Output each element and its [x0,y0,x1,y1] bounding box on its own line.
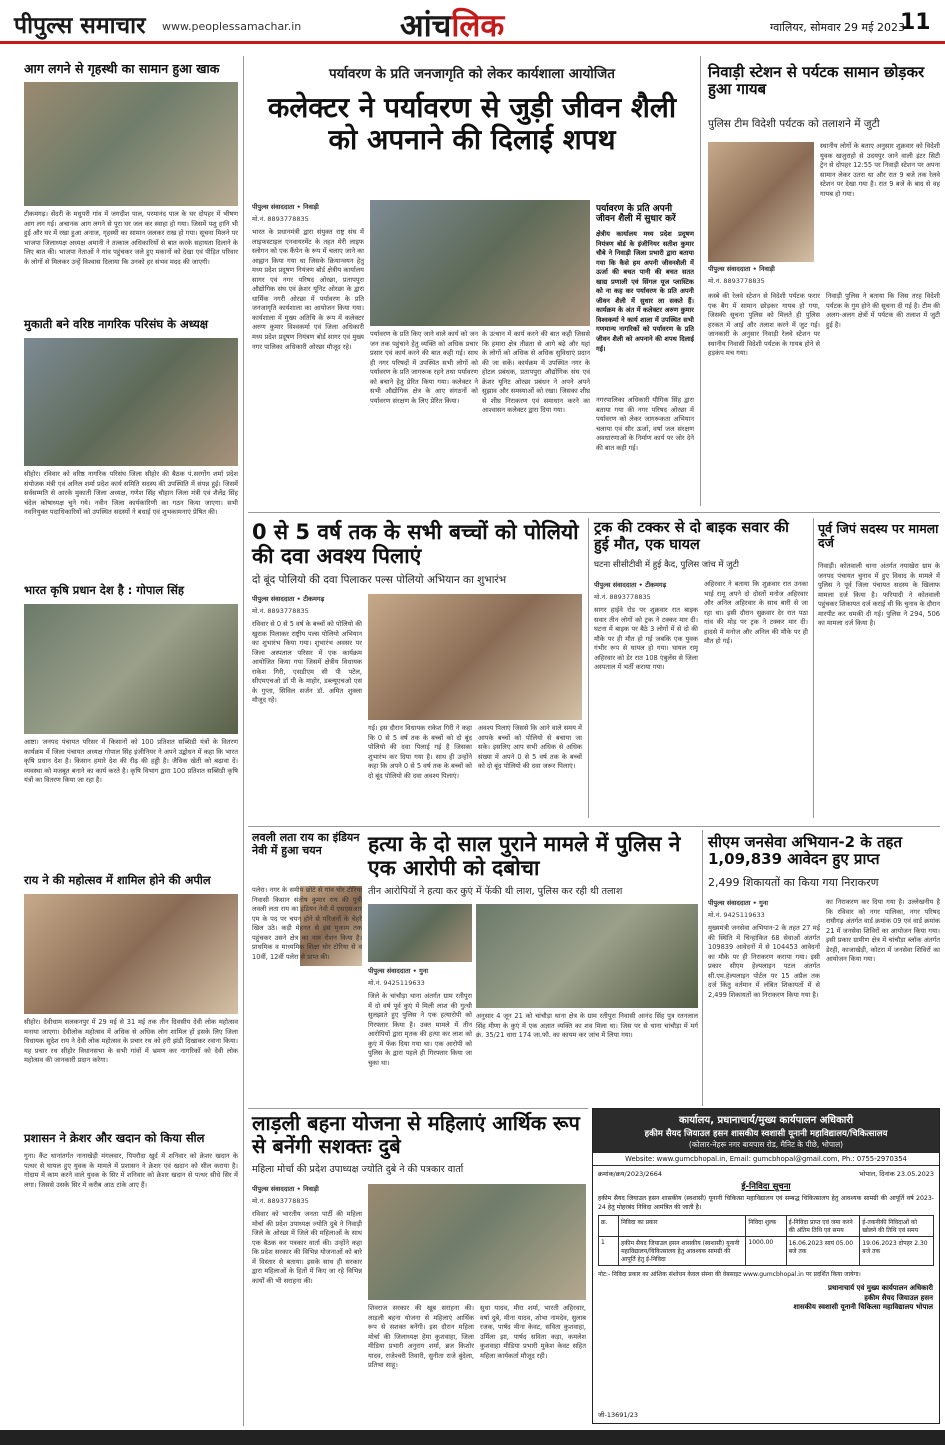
article-environment-body-1: भारत के प्रधानमंत्री द्वारा संयुक्त राष्ट्र संघ में लाइफस्टाइल एनवायरमेंट के तहत मेरी लाइफ स्लोगन को एक कैंपेन के रूप में चलाए जाने का आह्वान किया गया था जिसके क्रियान्वयन हेतु मध्य प्रदेश प्रदूषण नियंत्रण बोर्ड क्षेत्रीय कार्यालय सागर एवं नगर परिषद ओरछा, प्रतापपुरा औद्योगिक संघ एवं क्रेशर यूनिट ओरछा के द्वारा धार्मिक नगरी ओरछा में पर्यावरण के प्रति जनजागृति कार्यशाला का आयोजन किया गया। कार्यशाला में मुख्य अतिथि के रूप में कलेक्टर अरुण कुमार विश्वकर्मा एवं जिला अधिकारी मध्य प्रदेश प्रदूषण नियंत्रण बोर्ड सागर एवं मुख्य नगर पालिका अधिकारी ओरछा मौजूद रहे। [252,228,364,351]
ad-intro: हकीम सैयद जियाउल हसन शासकीय (स्वशासी) यूनानी चिकित्सा महाविद्यालय एवं सम्बद्ध चिकित्सालय हेतु आवश्यक सामग्री की आपूर्ति वर्ष 2023-24 हेतु मोहरबंद निविदा आमंत्रित की जाती है। [598,1195,934,1211]
ad-id: जी-13691/23 [598,1411,638,1419]
photo-fire [24,82,238,206]
column-rule [813,518,814,818]
subhead-cm: 2,499 शिकायतों का किया गया निराकरण [708,876,879,889]
tender-advertisement [592,1108,940,1424]
article-ladli-body-3: सुधा यादव, मीरा शर्मा, भारती अहिरवार, वर्षा दुबे, मीना यादव, शोभा नामदेव, सुलाब रजक, पार्षद मीना केवट, सविता कुशवाहा, उर्मिला झा, पार्षद सविता कड़ा, कमलेश कुशवाहा मीडिया प्रभारी मुकेश केवट सहित महिला कार्यकर्ता मौजूद रही। [480,1304,586,1360]
ad-subtitle-2: (कोलार-नेहरू नगर बायपास रोड, मैनिट के पीछे, भोपाल) [688,1140,844,1149]
photo-murder-1 [368,904,472,962]
ad-table-header: निविदा का प्रकार [619,1216,746,1237]
byline-environment: पीपुल्स संवाददाता • निवाड़ी [252,203,319,211]
byline-truck: पीपुल्स संवाददाता • टीकमगढ़ [594,581,667,589]
mobile-ladli: मो.नं. 8893778835 [252,1197,309,1205]
article-tourist-body-3: निवाड़ी पुलिस ने बताया कि जिस तरह विदेशी पर्यटक के गुम होने की सूचना दी गई है। टीम की अलग-अलग क्षेत्रों में पर्यटक की तलाश में जुटी हुई है। [826,292,940,329]
article-environment-body-3: के उत्थान में कार्य करने की बात कही जिससे कि हमारा क्षेत्र तीव्रता से आगे बढ़े और यहां के लोगों को अधिक से अधिक सुविधाएं प्रदान की जा सकें। कार्यक्रम में उपस्थित नगर के होटल प्रबंधक, प्रतापपुरा औद्योगिक संघ एवं क्रेशर यूनिट ओरछा प्रबंधन ने अपने अपने सुझाव और समस्याओं को रखा। जिसका शीघ्र से शीघ्र निराकरण एवं समाधान करने का आश्वासन कलेक्टर द्वारा दिया गया। [482,330,590,415]
article-cm-body-2: का निराकरण कर दिया गया है। उल्लेखनीय है कि रविवार को नगर पालिका, नगर परिषद राघौगढ़ अंतर्गत वार्ड क्रमांक 09 एवं वार्ड क्रमांक 21 में जनसेवा शिविरों का आयोजन किया गया। इसी प्रकार ग्रामीण क्षेत्र में चांचौड़ा ब्लॉक अंतर्गत डेरही, काजाखेड़ी, कोटरा में जनसेवा शिविरों का आयोजन किया गया। [826,898,940,964]
headline-cm[interactable]: सीएम जनसेवा अभियान-2 के तहत 1,09,839 आवेदन हुए प्राप्त [708,833,903,869]
section-title [400,4,504,46]
headline-mining[interactable]: प्रशासन ने क्रेशर और खदान को किया सील [24,1131,205,1145]
mobile-truck: मो.नं. 8893778835 [594,593,651,601]
subhead-tourist: पुलिस टीम विदेशी पर्यटक को तलाशने में जुटी [708,118,880,130]
footer-bar [0,1430,945,1445]
headline-purv[interactable]: पूर्व जिपं सदस्य पर मामला दर्ज [818,521,939,551]
photo-environment [370,200,590,326]
article-senior-body: सीहोर। रविवार को वरिष्ठ नागरिक परिसंघ जिला सीहोर की बैठक पं.सरगोंग शर्मा प्रदेश संयोजक मंत्री एवं अनिल शर्मा प्रदेश कार्य समिति सदस्य की उपस्थिति में संपन्न हुई। जिसमें सर्वसम्मति से आरके मुकाती जिला अध्यक्ष, गणेश सिंह चौहान जिला मंत्री एवं शैलेंद्र सिंह चंदेल कोषाध्यक्ष चुने गये। नवीन जिला कार्यकारिणी का गठन किया जाएगा। सभी नवनियुक्त पदाधिकारियों को उपस्थित सदस्यों ने बधाई एवं शुभकामनाएं प्रेषित की। [24,470,238,517]
ad-note: नोट:- निविदा प्रकार का आंशिक संशोधन केवल संस्था की वेबसाइट www.gumcbhopal.in पर प्रदर्शित किया जायेगा। [598,1271,861,1279]
section-divider [248,826,940,827]
section-title-part-a: आंच [400,8,452,44]
article-agri-body: आष्टा। जनपद पंचायत परिसर में किसानों को 100 प्रतिशत सब्सिडी यंत्रों के वितरण कार्यक्रम में जिला पंचायत अध्यक्ष गोपाल सिंह इंजीनियर ने अपने उद्बोधन में कहा कि भारत कृषि प्रधान देश है। किसान हमारे देश की रीढ़ की हड्डी है। जैविक खेती को बढ़ावा दें। व्यवस्था को मजबूत बनाने का कार्य करते है। कृषि विभाग द्वारा 100 प्रतिशत सब्सिडी कृषि यंत्रों का वितरण किया जा रहा है। [24,738,238,785]
article-polio-body-3: अवश्य पिलाएं जिससे कि आने वाले समय में आपके बच्चों को पोलियो से बचाया जा सके। इसलिए आप सभी अधिक से अधिक संख्या में अपने 0 से 5 वर्ष तक के बच्चों को दो बूंद पोलियो की दवा जरूर पिलाएं। [478,724,582,771]
dateline: ग्वालियर, सोमवार 29 मई 2023 [770,21,906,34]
page-number: 11 [900,10,931,35]
column-rule [243,56,244,1426]
article-murder-body-1: जिले के चांचौड़ा थाना अंतर्गत ग्राम रतीपुरा में दो वर्ष पूर्व कुएं में मिली लाश की गुत्थी सुलझाते हुए पुलिस ने एक हत्यारोपी को गिरफ्तार किया है। उक्त मामले में तीन आरोपियों द्वारा मृतक की हत्या कर लाश को कुएं में फेंक दिया गया था। एक आरोपी को पुलिस के द्वारा पहले ही गिरफ्तार किया जा चुका था। [368,992,472,1067]
photo-murder-2 [476,904,698,1008]
mobile-murder: मो.नं. 9425119633 [368,979,425,987]
ad-tender-table [598,1215,934,1266]
headline-polio[interactable]: 0 से 5 वर्ष तक के सभी बच्चों को पोलियो की दवा अवश्य पिलाएं [252,520,579,569]
headline-tourist[interactable]: निवाड़ी स्टेशन से पर्यटक सामान छोड़कर हुआ गायब [708,63,925,99]
section-title-part-b: लिक [451,8,505,44]
article-purv-body: निवाड़ी। कोतवाली थाना अंतर्गत नयाखेरा ग्राम के जनपद पंचायत चुनाव में हुए विवाद के मामले में पुलिस ने पूर्व जिला पंचायत सदस्य के खिलाफ मामला दर्ज किया है। फरियादी ने कोतवाली पहुंचकर शिकायत दर्ज कराई थी कि चुनाव के दौरान मारपीट कर धमकी दी गई। पुलिस ने 294, 506 का मामला दर्ज किया है। [818,562,940,628]
subhead-truck: घटना सीसीटीवी में हुई कैद, पुलिस जांच में जुटी [594,560,739,570]
byline-tourist: पीपुल्स संवाददाता • निवाड़ी [708,265,775,273]
article-tourist-body-1: स्थानीय लोगों के बताए अनुसार शुक्रवार को विदेशी युवक खजुराहो से उदयपुर जाने वाली इंटर सिटी ट्रेन से दोपहर 12:55 पर निवाड़ी स्टेशन पर अपना सामान लेकर उतरा था और रात 9 बजे तक रेलवे स्टेशन पर देखा गया है। रात 9 बजे के बाद से वह गायब हो गया। [820,142,940,198]
headline-murder[interactable]: हत्या के दो साल पुराने मामले में पुलिस ने एक आरोपी को दबोचा [368,832,681,881]
article-lovely-body: पलेरा। नगर के समीप छोटे से गांव घोर टोरिया निवासी किसान संतोष कुमार राय की पुत्री लवली लता राय का इंडियन नेवी में एसएसआर एम के पद पर चयन होने से परिजनों के चेहरे खिल उठे। कड़ी मेहनत से इस मुकाम तक पहुंचकर उसने क्षेत्र का नाम रोशन किया है। प्राथमिक व माध्यमिक शिक्षा घोर टोरिया से व 10वीं, 12वीं पलेरा से प्राप्त की। [252,886,362,961]
section-divider [248,1108,588,1109]
photo-senior [24,338,238,466]
photo-ladli [368,1184,586,1300]
byline-murder: पीपुल्स संवाददाता • गुना [368,967,429,975]
article-mining-body: गुना। कैंट थानांतर्गत नानाखेड़ी मंगलवार, पिपरौदा खुर्द में शनिवार को क्रेशर खदान के पत्थर से घायल हुए युवक के मामले में प्रशासन ने क्रेशर एवं खदान को सील कराया है। गोदाम में काम करने वाले युवक के सिर में शनिवार को क्रेशर खदान से पत्थर सीधे सिर में लगा। जिससे उसके सिर में करीब आठ टांके आए हैं। [24,1152,238,1189]
mobile-environment: मो.नं. 8893778835 [252,215,309,223]
article-rai-body: सीहोर। देवीधाम सलकनपुर में 29 मई से 31 मई तक तीन दिवसीय देवी लोक महोत्सव मनाया जाएगा। देवीलोक महोत्सव में अधिक से अधिक लोग शामिल हों इसके लिए जिला विधायक सुदेश राय ने देवी लोक महोत्सव के प्रचार रथ को हरी झंडी दिखाकर रवाना किया। यह प्रचार रथ सीहोर विधानसभा के सभी गांवों में भ्रमण कर नागरिकों को देवी लोक महोत्सव की जानकारी प्रदान करेगा। [24,1018,238,1065]
article-polio-body-2: गई। इस दौरान विधायक राकेश गिरी ने कहा कि 0 से 5 वर्ष तक के बच्चों को दो बूंद पोलियो की दवा पिलाई गई है जिसका शुभारंभ कर दिया गया है। साथ ही उन्होंने कहा कि अपने 0 से 5 वर्ष तक के बच्चों को दो बूंद पोलियो की दवा अवश्य पिलाएं। [368,724,472,780]
ad-ref: क्रमांक/क्रय/2023/2664 [598,1170,662,1178]
ad-table-cell: 1 [599,1237,619,1266]
headline-fire[interactable]: आग लगने से गृहस्थी का सामान हुआ खाक [24,61,220,76]
article-truck-body-2: अहिरवार ने बताया कि शुक्रवार रात उनका भाई रामू अपने दो दोस्तों मनोज अहिरवार और अनिल अहिरवार के साथ बारी से जा रहा था। इसी दौरान सुक्रवार देर रात पठा गांव की मोड़ पर ट्रक ने टक्कर मार दी। हादसे में मनोज और अनिल की मौके पर ही मौत हो गई। [704,580,808,646]
photo-agri [24,604,238,734]
photo-polio [368,594,582,720]
headline-environment[interactable]: कलेक्टर ने पर्यावरण से जुड़ी जीवन शैली को अपनाने की दिलाई शपथ [267,91,677,157]
photo-rai [24,894,238,1014]
ad-table-header: क्र. [599,1216,619,1237]
ad-subtitle-1: हकीम सैयद जियाउल हसन शासकीय स्वशासी यूनानी महाविद्यालय/चिकित्सालय [644,1129,888,1139]
newspaper-logo: पीपुल्स समाचार [14,13,146,39]
article-truck-body-1: सागर हाईवे रोड पर शुक्रवार रात बाइक सवार तीन लोगों को ट्रक ने टक्कर मार दी। घटना में बाइक पर बैठे 3 लोगों में से दो की मौके पर ही मौत हो गई जबकि एक युवक गंभीर रूप से घायल हो गया। घायल रामू अहिरवार को डेर रात 108 एंबुलेंस से जिला अस्पताल में भर्ती कराया गया। [594,606,698,672]
ad-table-header: ई-तकनीकी निविदाओं को खोलने की तिथि एवं समय [860,1216,934,1237]
headline-truck[interactable]: ट्रक की टक्कर से दो बाइक सवार की हुई मौत, एक घायल [594,520,789,553]
headline-lovely[interactable]: लवली लता राय का इंडियन नेवी में हुआ चयन [252,831,360,857]
ad-table-header: ई-निविदा प्राप्त एवं जमा करने की अंतिम तिथि एवं समय [786,1216,860,1237]
ad-title: कार्यालय, प्रधानाचार्य/मुख्य कार्यपालन अधिकारी [678,1115,854,1126]
ad-table-cell: 1000.00 [746,1237,786,1266]
headline-agri[interactable]: भारत कृषि प्रधान देश है : गोपाल सिंह [24,583,185,597]
section-divider [248,512,940,513]
article-environment-body-2: पर्यावरण के प्रति किए जाने वाले कार्य को जन जन तक पहुंचाने हेतु व्यक्ति को अधिक प्रचार प्रसार एवं कार्य करने की बात कही गई। साथ ही नगर परिषदों में उपस्थित सभी लोगों को पर्यावरण के प्रति जागरूक रहने तथा पर्यावरण को बचाने हेतु प्रेरित किया गया। कलेक्टर ने सभी औद्योगिक क्षेत्र के आए संगठनों को पर्यावरण संरक्षण के लिए प्रेरित किया। [370,330,478,405]
article-ladli-body-1: रविवार को भारतीय जनता पार्टी की महिला मोर्चा की प्रदेश उपाध्यक्ष ज्योति दुबे ने निवाड़ी जिले के ओरछा में जिले की महिलाओं के साथ एक बैठक कर पत्रकार वार्ता की। उन्होंने कहा कि प्रदेश सरकार की विभिन्न योजनाओं को बारे में विस्तार से बताया। इसके साथ ही सरकार द्वारा महिलाओं के हितों में किए जा रहे विभिन्न कार्यों की भी सराहना की। [252,1210,362,1285]
headline-ladli[interactable]: लाड़ली बहना योजना से महिलाएं आर्थिक रूप से बनेंगी सशक्तः दुबे [252,1111,580,1158]
ad-sign-2: हकीम सैयद जियाउल हसन [864,1293,933,1302]
ad-table-cell: 19.06.2023 दोपहर 2.30 बजे तक [860,1237,934,1266]
column-rule [588,518,589,818]
mobile-polio: मो.नं. 8893778835 [252,607,309,615]
ad-sign-1: प्रधानाचार्य एवं मुख्य कार्यपालन अधिकारी [828,1284,933,1293]
article-polio-body-1: रविवार से 0 से 5 वर्ष के बच्चों को पोलियो की खुराक पिलाकर राष्ट्रीय पल्स पोलियो अभियान का शुभारंभ किया गया। शुभारंभ अवसर पर जिला अस्पताल परिसर में एक कार्यक्रम आयोजित किया गया जिसमें क्षेत्रीय विधायक राकेश गिरी, एसडीएम सी पी पटेल, सीएमएचओ डॉ पी के माहोर, डब्ल्यूएचओ एस के गुप्ता, सिविल सर्जन डॉ. अमित शुक्ला मौजूद रहे। [252,620,362,705]
photo-tourist [708,142,814,262]
article-tourist-body-2: कस्बे की रेलवे स्टेशन से विदेशी पर्यटक फरार एक बैग में सामान छोड़कर गायब हो गया, जिसकी सूचना पुलिस को मिलते ही पुलिस हरकत में आई और तलाश करने में जुट गई। जानकारी के अनुसार निवाड़ी रेलवे स्टेशन पर स्थानीय निवासी विदेशी पर्यटक के गायब होने से हड़कंप मच गया। [708,292,820,358]
subhead-murder: तीन आरोपियों ने हत्या कर कुएं में फेंकी थी लाश, पुलिस कर रही थी तलाश [368,886,623,897]
headline-rai[interactable]: राय ने की महोत्सव में शामिल होने की अपील [24,873,211,887]
article-ladli-body-2: शिवराज सरकार की खूब सराहना की। लाड़ली बहना योजना से महिलाएं आर्थिक रूप से सशक्त बनेंगी। इस दौरान महिला मोर्चा की जिलाध्यक्ष हेमा कुशवाहा, जिला मीडिया प्रभारी अनुराग शर्मा, ब्रज किशोर यादव, राजेश्वरी तिवारी, सुनीता राजे बुंदेला, प्रतिभा साहू। [368,1304,474,1370]
headline-senior[interactable]: मुकाती बने वरिष्ठ नागरिक परिसंघ के अध्यक्ष [24,317,209,331]
ad-date: भोपाल, दिनांक 23.05.2023 [859,1170,934,1178]
article-cm-body-1: मुख्यमंत्री जनसेवा अभियान-2 के तहत 27 मई की स्थिति में चिन्हांकित 68 सेवाओं अंतर्गत 109839 आवेदनों में से 104453 आवेदनों का मौके पर ही निराकरण कराया गया। इसी प्रकार सीएम हेल्पलाइन पटल अंतर्गत सी.एम.हेल्पलाइन पोर्टल पर 15 अप्रैल तक दर्ज किंतु वर्तमान में लंबित शिकायतों में से 2,499 शिकायतों का निराकरण किया गया है। [708,924,820,999]
ad-contact: Website: www.gumcbhopal.in, Email: gumcbhopal@gmail.com, Ph.: 0755-2970354 [593,1153,939,1166]
byline-ladli: पीपुल्स संवाददाता • निवाड़ी [252,1185,319,1193]
ad-table-header: निविदा शुल्क [746,1216,786,1237]
mobile-tourist: मो.नं. 8893778835 [708,277,765,285]
subhead-polio: दो बूंद पोलियो की दवा पिलाकर पल्स पोलियो अभियान का शुभारंभ [252,574,507,586]
subhead-environment-side: पर्यावरण के प्रति अपनी जीवन शैली में सुधार करें [596,204,676,225]
article-fire-body: टीकमगढ़। सेंदरी के मधुपरी गांव में जगदीश पाल, परमानंद पाल के घर दोपहर में भीषण आग लग गई। अचानक आग लगने से पूरा घर जल कर स्वाहा हो गया। जिसमें पशु हानि भी हुई और घर में रखा हुआ अनाज, गृहस्थी का सामान जलकर राख हो गया। सूचना मिलने पर भाजपा जिलाध्यक्ष अध्यक्ष अमानी ने तत्काल अधिकारियों से बात करके सहायता दिलाने के लिए बात की। भाजपा नेताओं ने गांव पहुंचकर जले हुए मकानों को देखा एवं पीड़ित परिवार के लोगों से मिलकर उन्हें विश्वास दिलाया कि उनको हर संभव मदद की जाएगी। [24,210,238,266]
article-environment-side-2: नगरपालिका अधिकारी यौगिक सिंह द्वारा बताया गया की नगर परिषद ओरछा में पर्यावरण को लेकर जागरूकता अभियान चलाया एवं सौर ऊर्जा, वर्षा जल संरक्षण अवधारणाओं के निर्माण कार्य पर जोर देने की बात कही गई। [596,396,694,452]
article-environment-side: क्षेत्रीय कार्यालय मध्य प्रदेश प्रदूषण नियंत्रण बोर्ड के इंजीनियर सतीश कुमार चौबे ने निवाड़ी जिला प्रभारी द्वारा बताया गया कि कैसे हम अपनी जीवनशैली में ऊर्जा की बचत पानी की बचत सतत खाद्य प्रणाली एवं सिंगल यूज प्लास्टिक को ना कह कर पर्यावरण के प्रति अपनी जीवन शैली में सुधार ला सकते हैं। कार्यक्रम के अंत में कलेक्टर अरुण कुमार विश्वकर्मा ने कार्य शाला में उपस्थित सभी गणमान्य नागरिकों को पर्यावरण के प्रति जीवन शैली को अपनाने की शपथ दिलाई गई। [596,230,694,353]
ad-table-cell: 16.06.2023 सायं 05.00 बजे तक [786,1237,860,1266]
byline-cm: पीपुल्स संवाददाता • गुना [708,899,769,907]
table-row [599,1237,934,1266]
subhead-ladli: महिला मोर्चा की प्रदेश उपाध्यक्ष ज्योति दुबे ने की पत्रकार वार्ता [252,1164,464,1175]
byline-polio: पीपुल्स संवाददाता • टीकमगढ़ [252,595,325,603]
kicker-environment: पर्यावरण के प्रति जनजागृति को लेकर कार्यशाला आयोजित [329,66,615,82]
column-rule [700,56,701,506]
ad-table-cell: हकीम सैयद जियाउल हसन शासकीय (स्वशासी) यूनानी महाविद्यालय/चिकित्सालय हेतु आवश्यक सामग्री की आपूर्ति हेतु ई-निविदा [619,1237,746,1266]
website-link[interactable]: www.peoplessamachar.in [162,20,302,33]
mobile-cm: मो.नं. 9425119633 [708,911,765,919]
ad-notice-title: ई-निविदा सूचना [741,1182,791,1192]
article-murder-body-2: अनुसार 4 जून 21 को चांचौड़ा थाना क्षेत्र के ग्राम रतीपुरा निवासी आनंद सिंह पुत्र रतनलाल सिंह मीणा के कुएं में एक अज्ञात व्यक्ति का शव मिला था। जिस पर से थाना चांचौड़ा में मर्ग क्रं. 35/21 धारा 174 जा.फौ. का कायम कर जांच में लिया गया। [476,1012,698,1040]
column-rule [702,830,703,1106]
ad-sign-3: शासकीय स्वशासी यूनानी चिकित्सा महाविद्यालय भोपाल [793,1303,933,1312]
